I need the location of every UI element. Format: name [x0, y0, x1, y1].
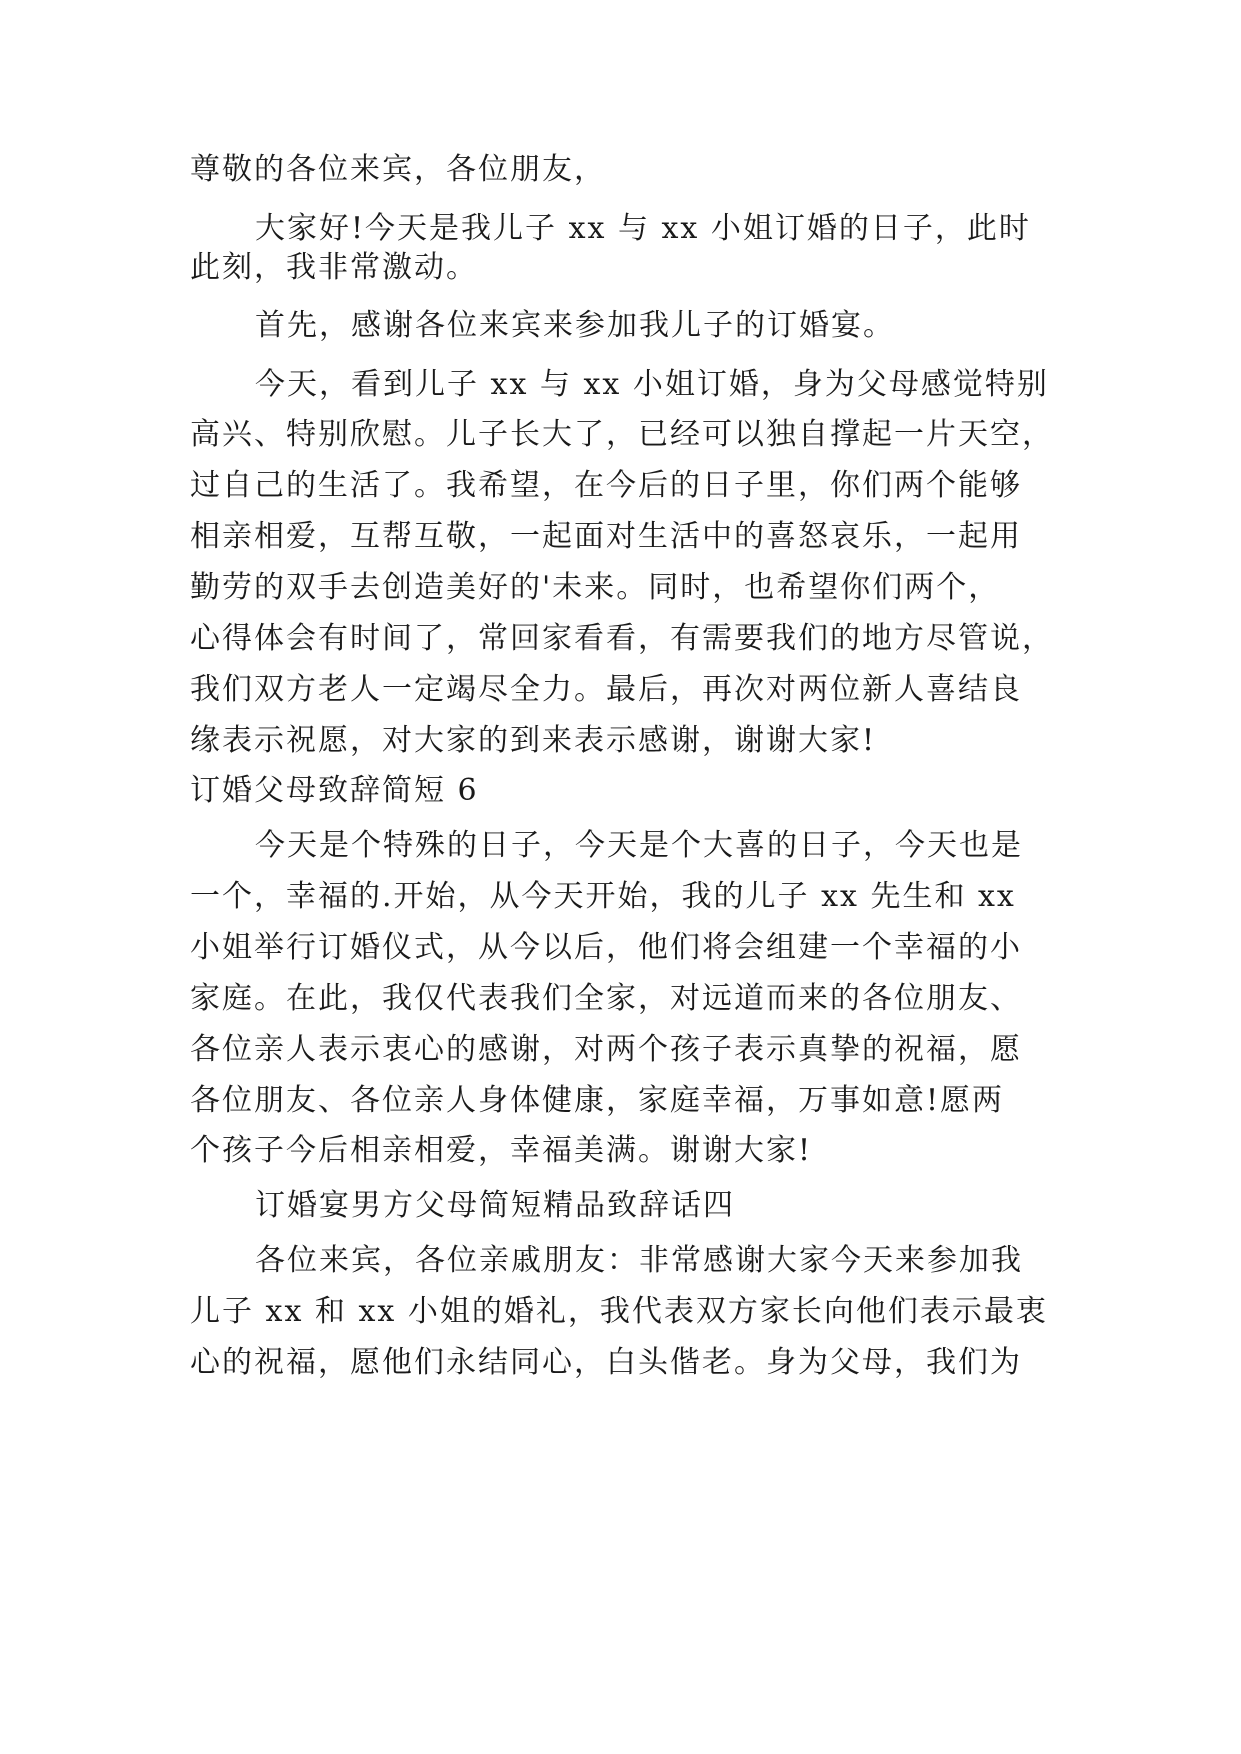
section-heading: 订婚宴男方父母简短精品致辞话四: [255, 1188, 735, 1223]
text-line: 各位亲人表示衷心的感谢，对两个孩子表示真挚的祝福，愿: [190, 1032, 1022, 1067]
text-line: 今天，看到儿子 xx 与 xx 小姐订婚，身为父母感觉特别: [255, 367, 1049, 402]
text-line: 各位朋友、各位亲人身体健康，家庭幸福，万事如意!愿两: [190, 1083, 1005, 1118]
text-line: 此刻，我非常激动。: [190, 250, 478, 285]
text-line: 个孩子今后相亲相爱，幸福美满。谢谢大家!: [190, 1133, 813, 1168]
section-heading: 订婚父母致辞简短 6: [190, 773, 479, 808]
text-line: 今天是个特殊的日子，今天是个大喜的日子，今天也是: [255, 828, 1023, 863]
text-line: 心的祝福，愿他们永结同心，白头偕老。身为父母，我们为: [190, 1345, 1022, 1380]
text-line: 一个，幸福的.开始，从今天开始，我的儿子 xx 先生和 xx: [190, 879, 1016, 914]
text-line: 过自己的生活了。我希望，在今后的日子里，你们两个能够: [190, 468, 1022, 503]
text-line: 相亲相爱，互帮互敬，一起面对生活中的喜怒哀乐，一起用: [190, 519, 1022, 554]
text-line: 大家好!今天是我儿子 xx 与 xx 小姐订婚的日子，此时: [255, 211, 1031, 246]
text-line: 首先，感谢各位来宾来参加我儿子的订婚宴。: [255, 308, 895, 343]
text-line: 勤劳的双手去创造美好的'未来。同时，也希望你们两个，: [190, 570, 1001, 605]
text-line: 各位来宾，各位亲戚朋友：非常感谢大家今天来参加我: [255, 1243, 1023, 1278]
text-line: 尊敬的各位来宾，各位朋友，: [190, 152, 606, 187]
text-line: 家庭。在此，我仅代表我们全家，对远道而来的各位朋友、: [190, 981, 1022, 1016]
text-line: 心得体会有时间了，常回家看看，有需要我们的地方尽管说，: [190, 621, 1054, 656]
text-line: 儿子 xx 和 xx 小姐的婚礼，我代表双方家长向他们表示最衷: [190, 1294, 1048, 1329]
text-line: 小姐举行订婚仪式，从今以后，他们将会组建一个幸福的小: [190, 930, 1022, 965]
text-line: 高兴、特别欣慰。儿子长大了，已经可以独自撑起一片天空，: [190, 417, 1054, 452]
text-line: 我们双方老人一定竭尽全力。最后，再次对两位新人喜结良: [190, 672, 1022, 707]
text-line: 缘表示祝愿，对大家的到来表示感谢，谢谢大家!: [190, 723, 877, 758]
